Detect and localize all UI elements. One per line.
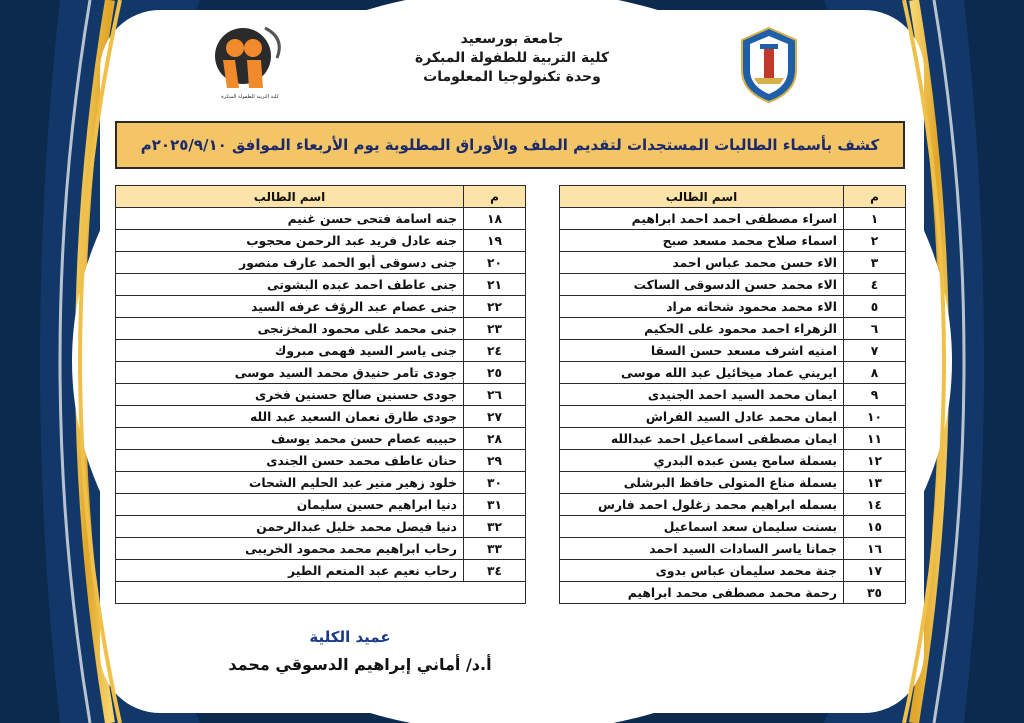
table-gap	[526, 428, 560, 450]
table-header-row	[116, 186, 906, 208]
row-number: ١	[844, 208, 906, 230]
row-number: ٢٠	[464, 252, 526, 274]
faculty-logo-caption: كلية التربية للطفولة المبكرة	[221, 94, 279, 100]
table-gap	[526, 318, 560, 340]
table-row	[116, 340, 906, 362]
student-name: جنى محمد على محمود المخزنجى	[116, 318, 464, 340]
row-number: ١٩	[464, 230, 526, 252]
student-name: رحاب ابراهيم محمد محمود الخريبى	[116, 538, 464, 560]
student-name: رحاب نعيم عبد المنعم الطير	[116, 560, 464, 582]
student-name: جنه عادل فريد عبد الرحمن محجوب	[116, 230, 464, 252]
column-header-name: اسم الطالب	[116, 186, 464, 208]
row-number: ٨	[844, 362, 906, 384]
table-gap	[526, 516, 560, 538]
table-row	[116, 252, 906, 274]
table-gap	[526, 560, 560, 582]
table-row	[116, 428, 906, 450]
student-name: بسملة سامح يسن عبده البدري	[560, 450, 844, 472]
page-title: كشف بأسماء الطالبات المستجدات لتقديم الملف والأوراق المطلوبة يوم الأربعاء الموافق ٢٠٢٥/٩/١٠م	[115, 121, 905, 169]
row-number: ٧	[844, 340, 906, 362]
row-number: ٢٧	[464, 406, 526, 428]
student-name: جنى دسوقى أبو الحمد عارف منصور	[116, 252, 464, 274]
student-name: الاء حسن محمد عباس احمد	[560, 252, 844, 274]
table-gap	[526, 208, 560, 230]
student-name: الاء محمد محمود شحاته مراد	[560, 296, 844, 318]
student-name: جنة محمد سليمان عباس بدوى	[560, 560, 844, 582]
student-name: ايمان مصطفى اسماعيل احمد عبدالله	[560, 428, 844, 450]
table-row	[116, 362, 906, 384]
table-gap	[526, 384, 560, 406]
table-gap	[526, 230, 560, 252]
faculty-name: كلية التربية للطفولة المبكرة	[414, 50, 610, 66]
university-name: جامعة بورسعيد	[460, 31, 564, 47]
student-name: حبيبه عصام حسن محمد يوسف	[116, 428, 464, 450]
table-row	[116, 560, 906, 582]
student-name: خلود زهير منير عبد الحليم الشحات	[116, 472, 464, 494]
table-gap	[526, 472, 560, 494]
table-row	[116, 472, 906, 494]
row-number: ٢٨	[464, 428, 526, 450]
table-gap	[526, 406, 560, 428]
student-name: دنيا ابراهيم حسين سليمان	[116, 494, 464, 516]
table-row	[116, 384, 906, 406]
table-gap	[526, 274, 560, 296]
row-number: ١٦	[844, 538, 906, 560]
row-number: ٢٣	[464, 318, 526, 340]
student-name: حنان عاطف محمد حسن الجندى	[116, 450, 464, 472]
table-gap	[526, 296, 560, 318]
faculty-logo	[205, 18, 295, 106]
table-gap	[526, 582, 560, 604]
table-gap	[526, 340, 560, 362]
row-number: ٢٤	[464, 340, 526, 362]
column-header-name: اسم الطالب	[560, 186, 844, 208]
student-name: اسماء صلاح محمد مسعد صبح	[560, 230, 844, 252]
student-name: جنى عصام عبد الرؤف عرفه السيد	[116, 296, 464, 318]
row-number: ٢	[844, 230, 906, 252]
dean-name: أ.د/ أماني إبراهيم الدسوقي محمد	[228, 655, 492, 674]
table-row	[116, 450, 906, 472]
row-number: ٢٦	[464, 384, 526, 406]
column-header-number: م	[844, 186, 906, 208]
table-row	[116, 208, 906, 230]
row-number: ١٤	[844, 494, 906, 516]
university-logo	[738, 26, 800, 104]
dean-title: عميد الكلية	[309, 628, 391, 646]
student-name: امنيه اشرف مسعد حسن السقا	[560, 340, 844, 362]
row-number: ٥	[844, 296, 906, 318]
row-number: ٩	[844, 384, 906, 406]
student-name: الزهراء احمد محمود على الحكيم	[560, 318, 844, 340]
student-name: جمانا ياسر السادات السيد احمد	[560, 538, 844, 560]
table-row	[116, 582, 906, 604]
students-table	[115, 185, 906, 604]
table-row	[116, 538, 906, 560]
row-number: ٣٥	[844, 582, 906, 604]
student-name: بسمله ابراهيم محمد زغلول احمد فارس	[560, 494, 844, 516]
row-number: ٣٠	[464, 472, 526, 494]
row-number: ١٠	[844, 406, 906, 428]
row-number: ١٢	[844, 450, 906, 472]
row-number: ١٣	[844, 472, 906, 494]
row-number: ١١	[844, 428, 906, 450]
student-name: ايريني عماد ميخائيل عبد الله موسى	[560, 362, 844, 384]
column-header-number: م	[464, 186, 526, 208]
row-number: ٤	[844, 274, 906, 296]
institution-header	[392, 30, 632, 87]
table-gap	[526, 450, 560, 472]
row-number: ٢٩	[464, 450, 526, 472]
row-number: ٦	[844, 318, 906, 340]
student-name: جودى تامر حنيدق محمد السيد موسى	[116, 362, 464, 384]
row-number: ٣١	[464, 494, 526, 516]
row-number: ٣٢	[464, 516, 526, 538]
row-number: ٣	[844, 252, 906, 274]
student-name: اسراء مصطفى احمد احمد ابراهيم	[560, 208, 844, 230]
empty-cell	[116, 582, 526, 604]
unit-name: وحدة تكنولوجيا المعلومات	[423, 69, 601, 85]
row-number: ١٧	[844, 560, 906, 582]
table-gap	[526, 494, 560, 516]
student-name: جودى حسنين صالح حسنين فخرى	[116, 384, 464, 406]
table-row	[116, 494, 906, 516]
row-number: ٢٥	[464, 362, 526, 384]
student-name: بسملة مناع المتولى حافظ البرشلى	[560, 472, 844, 494]
table-row	[116, 230, 906, 252]
student-name: بسنت سليمان سعد اسماعيل	[560, 516, 844, 538]
row-number: ٢١	[464, 274, 526, 296]
table-row	[116, 406, 906, 428]
student-name: ايمان محمد عادل السيد الفراش	[560, 406, 844, 428]
row-number: ٣٤	[464, 560, 526, 582]
table-gap	[526, 538, 560, 560]
table-row	[116, 274, 906, 296]
student-name: جنه اسامة فتحى حسن غنيم	[116, 208, 464, 230]
student-name: ايمان محمد السيد احمد الجنيدى	[560, 384, 844, 406]
table-gap	[526, 362, 560, 384]
student-name: جودى طارق نعمان السعيد عبد الله	[116, 406, 464, 428]
row-number: ٣٣	[464, 538, 526, 560]
table-row	[116, 296, 906, 318]
row-number: ٢٢	[464, 296, 526, 318]
row-number: ١٨	[464, 208, 526, 230]
student-name: دنيا فيصل محمد خليل عبدالرحمن	[116, 516, 464, 538]
student-name: الاء محمد حسن الدسوقى الساكت	[560, 274, 844, 296]
student-name: رحمة محمد مصطفى محمد ابراهيم	[560, 582, 844, 604]
row-number: ١٥	[844, 516, 906, 538]
student-name: جنى ياسر السيد فهمى مبروك	[116, 340, 464, 362]
table-row	[116, 318, 906, 340]
student-name: جنى عاطف احمد عبده البشوتى	[116, 274, 464, 296]
table-gap	[526, 252, 560, 274]
table-row	[116, 516, 906, 538]
